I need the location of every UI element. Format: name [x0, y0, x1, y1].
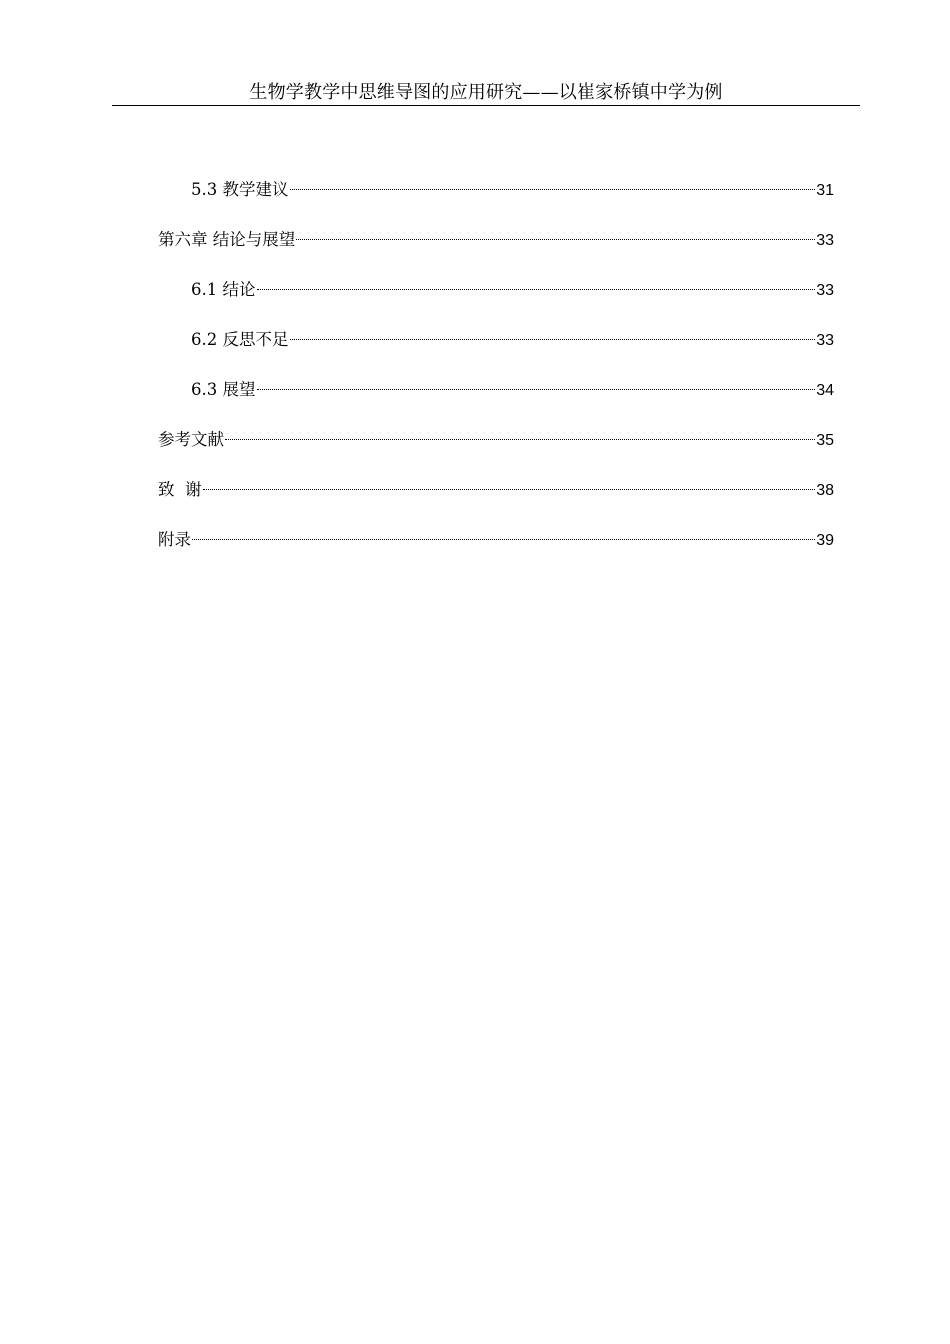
table-of-contents: [158, 175, 834, 575]
toc-entry-chapter-6[interactable]: [158, 225, 834, 275]
toc-dot-leader: [290, 189, 816, 190]
toc-entry-appendix[interactable]: [158, 525, 834, 575]
toc-dot-leader: [192, 539, 815, 540]
page-header: [112, 80, 860, 106]
toc-entry-label: 致 谢: [158, 480, 202, 499]
toc-entry-label: 6.1 结论: [191, 280, 256, 299]
toc-entry-6-1[interactable]: [158, 275, 834, 325]
toc-entry-6-3[interactable]: [158, 375, 834, 425]
toc-dot-leader: [290, 339, 816, 340]
toc-entry-references[interactable]: [158, 425, 834, 475]
toc-dot-leader: [257, 289, 816, 290]
toc-dot-leader: [203, 489, 816, 490]
toc-entry-6-2[interactable]: [158, 325, 834, 375]
toc-entry-label: 5.3 教学建议: [191, 180, 289, 199]
toc-page-number: 39: [816, 532, 834, 549]
toc-entry-label: 附录: [158, 530, 191, 549]
toc-page-number: 31: [816, 182, 834, 199]
toc-page-number: 38: [816, 482, 834, 499]
toc-page-number: 33: [816, 332, 834, 349]
toc-entry-label: 参考文献: [158, 430, 224, 449]
toc-page-number: 35: [816, 432, 834, 449]
header-title: 生物学教学中思维导图的应用研究——以崔家桥镇中学为例: [249, 82, 723, 103]
toc-entry-5-3[interactable]: [158, 175, 834, 225]
toc-dot-leader: [225, 439, 815, 440]
toc-dot-leader: [296, 239, 815, 240]
toc-entry-acknowledgements[interactable]: [158, 475, 834, 525]
toc-entry-label: 6.3 展望: [191, 380, 256, 399]
toc-page-number: 33: [816, 282, 834, 299]
toc-page-number: 33: [816, 232, 834, 249]
toc-entry-label: 第六章 结论与展望: [158, 230, 296, 249]
toc-entry-label: 6.2 反思不足: [191, 330, 289, 349]
toc-page-number: 34: [816, 382, 834, 399]
toc-dot-leader: [257, 389, 816, 390]
